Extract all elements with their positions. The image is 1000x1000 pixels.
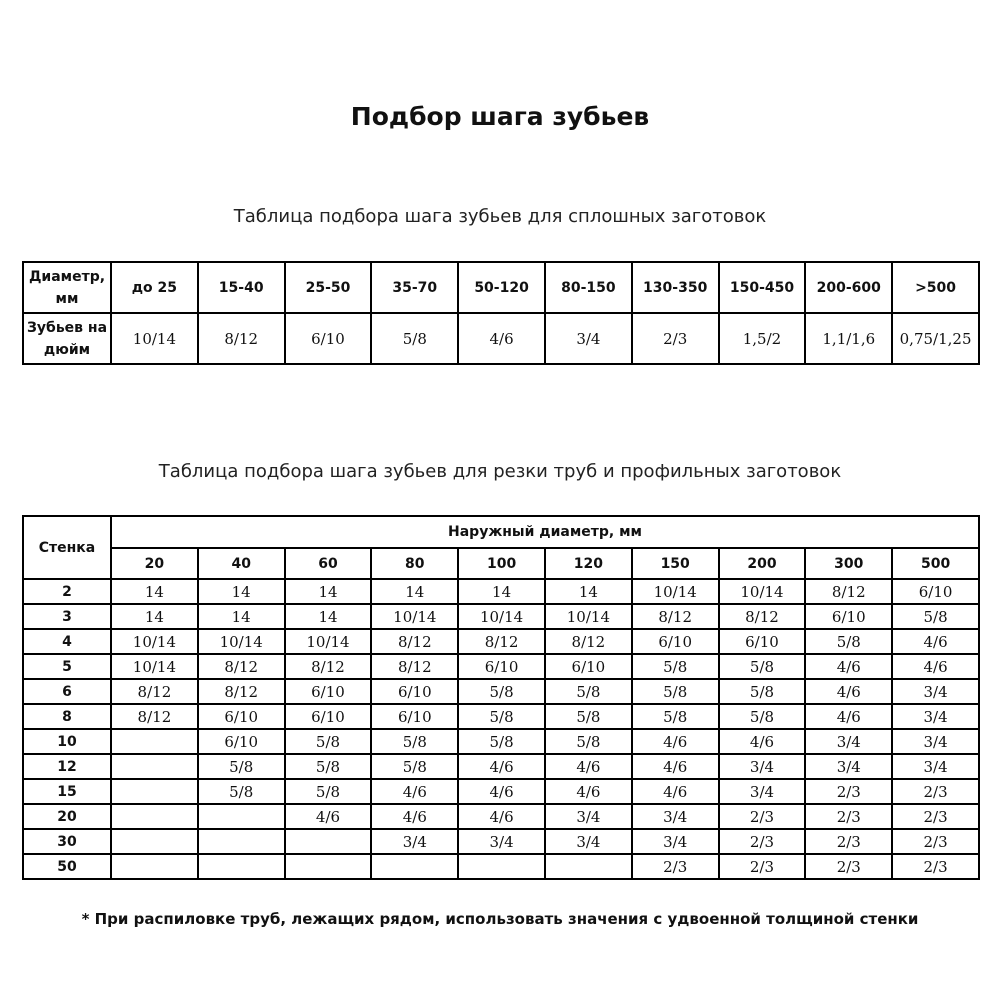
teeth-cell: 8/12	[111, 679, 198, 704]
diameter-cell: >500	[892, 262, 979, 313]
teeth-cell: 3/4	[719, 754, 806, 779]
wall-thickness-cell: 12	[23, 754, 111, 779]
teeth-cell: 6/10	[632, 629, 719, 654]
teeth-cell: 2/3	[892, 804, 979, 829]
solid-workpiece-table	[22, 261, 980, 365]
teeth-cell: 5/8	[632, 654, 719, 679]
table-row	[23, 754, 979, 779]
teeth-cell: 6/10	[371, 679, 458, 704]
teeth-cell: 10/14	[458, 604, 545, 629]
teeth-cell	[111, 779, 198, 804]
teeth-cell	[198, 854, 285, 879]
diameter-cell: 15-40	[198, 262, 285, 313]
teeth-cell: 2/3	[719, 804, 806, 829]
diameter-cell: 500	[892, 548, 979, 579]
diameter-cell: 20	[111, 548, 198, 579]
teeth-cell: 5/8	[371, 313, 458, 364]
teeth-cell: 6/10	[719, 629, 806, 654]
diameter-cell: 60	[285, 548, 372, 579]
diameter-cell: 200	[719, 548, 806, 579]
outer-diameter-header: Наружный диаметр, мм	[111, 516, 979, 548]
teeth-cell: 2/3	[805, 854, 892, 879]
teeth-cell: 1,5/2	[719, 313, 806, 364]
teeth-cell	[285, 829, 372, 854]
teeth-cell: 5/8	[892, 604, 979, 629]
wall-thickness-cell: 10	[23, 729, 111, 754]
teeth-cell: 8/12	[805, 579, 892, 604]
wall-thickness-cell: 20	[23, 804, 111, 829]
teeth-cell: 5/8	[458, 704, 545, 729]
diameter-cell: 80-150	[545, 262, 632, 313]
teeth-cell: 5/8	[545, 729, 632, 754]
teeth-cell: 5/8	[545, 704, 632, 729]
teeth-cell: 3/4	[805, 754, 892, 779]
teeth-cell: 6/10	[892, 579, 979, 604]
diameter-cell: 40	[198, 548, 285, 579]
teeth-cell: 10/14	[198, 629, 285, 654]
teeth-cell: 2/3	[719, 854, 806, 879]
footnote: * При распиловке труб, лежащих рядом, использовать значения с удвоенной толщиной стенки	[81, 910, 919, 928]
teeth-cell: 14	[198, 604, 285, 629]
teeth-cell	[371, 854, 458, 879]
teeth-cell: 5/8	[458, 729, 545, 754]
teeth-cell: 3/4	[545, 829, 632, 854]
teeth-cell	[285, 854, 372, 879]
teeth-cell: 5/8	[719, 654, 806, 679]
wall-thickness-cell: 6	[23, 679, 111, 704]
teeth-cell: 4/6	[458, 779, 545, 804]
teeth-cell: 0,75/1,25	[892, 313, 979, 364]
teeth-row-header: Зубьев на дюйм	[23, 313, 111, 364]
teeth-cell: 5/8	[371, 729, 458, 754]
table-row	[23, 729, 979, 754]
teeth-cell: 8/12	[545, 629, 632, 654]
teeth-cell: 5/8	[285, 754, 372, 779]
teeth-cell: 8/12	[198, 654, 285, 679]
teeth-cell: 8/12	[458, 629, 545, 654]
teeth-cell: 6/10	[458, 654, 545, 679]
diameter-cell: до 25	[111, 262, 198, 313]
teeth-cell: 10/14	[371, 604, 458, 629]
teeth-cell: 4/6	[632, 779, 719, 804]
teeth-cell: 14	[111, 604, 198, 629]
tube-table-caption: Таблица подбора шага зубьев для резки труб и профильных заготовок	[158, 461, 842, 482]
teeth-cell	[545, 854, 632, 879]
teeth-cell: 14	[198, 579, 285, 604]
teeth-cell: 2/3	[632, 854, 719, 879]
teeth-cell: 8/12	[111, 704, 198, 729]
tube-profile-table	[22, 515, 980, 880]
teeth-cell: 5/8	[285, 779, 372, 804]
teeth-cell: 10/14	[285, 629, 372, 654]
teeth-cell	[458, 854, 545, 879]
diameter-cell: 80	[371, 548, 458, 579]
teeth-cell: 14	[458, 579, 545, 604]
diameter-row-header: Диаметр, мм	[23, 262, 111, 313]
teeth-cell: 5/8	[632, 704, 719, 729]
diameter-cell: 100	[458, 548, 545, 579]
diameter-cell: 120	[545, 548, 632, 579]
teeth-cell: 4/6	[632, 754, 719, 779]
teeth-cell: 10/14	[111, 313, 198, 364]
teeth-cell	[111, 754, 198, 779]
teeth-cell: 4/6	[371, 804, 458, 829]
teeth-cell: 3/4	[892, 754, 979, 779]
teeth-cell: 10/14	[719, 579, 806, 604]
teeth-cell: 2/3	[805, 804, 892, 829]
teeth-cell: 5/8	[719, 679, 806, 704]
teeth-cell	[198, 829, 285, 854]
teeth-cell: 6/10	[198, 729, 285, 754]
outer-diameter-header-row	[23, 516, 979, 548]
teeth-cell: 8/12	[198, 313, 285, 364]
teeth-cell: 14	[371, 579, 458, 604]
teeth-cell: 14	[111, 579, 198, 604]
wall-thickness-cell: 50	[23, 854, 111, 879]
teeth-cell	[198, 804, 285, 829]
teeth-cell: 2/3	[805, 829, 892, 854]
teeth-cell: 6/10	[805, 604, 892, 629]
wall-thickness-cell: 30	[23, 829, 111, 854]
teeth-cell: 14	[285, 604, 372, 629]
teeth-cell: 1,1/1,6	[805, 313, 892, 364]
diameter-cell: 35-70	[371, 262, 458, 313]
teeth-cell: 3/4	[632, 829, 719, 854]
teeth-cell: 3/4	[371, 829, 458, 854]
table-row	[23, 704, 979, 729]
teeth-cell: 5/8	[719, 704, 806, 729]
teeth-cell: 5/8	[545, 679, 632, 704]
teeth-cell: 5/8	[632, 679, 719, 704]
table-row	[23, 604, 979, 629]
teeth-cell: 6/10	[371, 704, 458, 729]
table-row	[23, 854, 979, 879]
teeth-cell: 4/6	[892, 629, 979, 654]
teeth-cell: 4/6	[458, 804, 545, 829]
teeth-cell: 5/8	[285, 729, 372, 754]
table-row	[23, 829, 979, 854]
teeth-cell	[111, 854, 198, 879]
wall-thickness-cell: 3	[23, 604, 111, 629]
teeth-cell: 5/8	[371, 754, 458, 779]
diameter-row	[23, 262, 979, 313]
teeth-cell: 10/14	[545, 604, 632, 629]
teeth-cell: 4/6	[458, 313, 545, 364]
teeth-cell: 5/8	[198, 779, 285, 804]
teeth-cell: 4/6	[892, 654, 979, 679]
teeth-cell: 2/3	[719, 829, 806, 854]
teeth-cell: 8/12	[371, 629, 458, 654]
teeth-cell: 4/6	[805, 704, 892, 729]
teeth-cell	[111, 829, 198, 854]
teeth-cell: 5/8	[805, 629, 892, 654]
teeth-cell: 2/3	[805, 779, 892, 804]
teeth-cell: 4/6	[632, 729, 719, 754]
teeth-cell: 4/6	[805, 654, 892, 679]
teeth-cell: 14	[545, 579, 632, 604]
teeth-cell: 3/4	[719, 779, 806, 804]
teeth-cell: 2/3	[892, 779, 979, 804]
teeth-cell: 6/10	[285, 313, 372, 364]
teeth-cell: 6/10	[198, 704, 285, 729]
wall-thickness-cell: 15	[23, 779, 111, 804]
diameter-cell: 25-50	[285, 262, 372, 313]
wall-thickness-cell: 5	[23, 654, 111, 679]
teeth-cell: 6/10	[285, 704, 372, 729]
teeth-cell: 4/6	[545, 779, 632, 804]
teeth-cell: 3/4	[805, 729, 892, 754]
teeth-cell: 2/3	[892, 854, 979, 879]
teeth-cell: 3/4	[892, 704, 979, 729]
table-row	[23, 654, 979, 679]
wall-header: Стенка	[23, 516, 111, 579]
teeth-row	[23, 313, 979, 364]
teeth-cell: 8/12	[198, 679, 285, 704]
teeth-cell: 2/3	[632, 313, 719, 364]
teeth-cell: 4/6	[545, 754, 632, 779]
wall-thickness-cell: 8	[23, 704, 111, 729]
teeth-cell	[111, 729, 198, 754]
teeth-cell: 3/4	[632, 804, 719, 829]
teeth-cell: 10/14	[632, 579, 719, 604]
diameter-cell: 150	[632, 548, 719, 579]
diameter-cell: 130-350	[632, 262, 719, 313]
teeth-cell: 3/4	[545, 804, 632, 829]
teeth-cell: 6/10	[545, 654, 632, 679]
diameter-row	[23, 548, 979, 579]
teeth-cell: 3/4	[892, 729, 979, 754]
table-row	[23, 679, 979, 704]
teeth-cell: 3/4	[458, 829, 545, 854]
teeth-cell: 4/6	[719, 729, 806, 754]
diameter-cell: 150-450	[719, 262, 806, 313]
diameter-cell: 300	[805, 548, 892, 579]
teeth-cell: 6/10	[285, 679, 372, 704]
diameter-cell: 50-120	[458, 262, 545, 313]
table-row	[23, 629, 979, 654]
wall-thickness-cell: 2	[23, 579, 111, 604]
table-row	[23, 804, 979, 829]
table-row	[23, 579, 979, 604]
teeth-cell: 3/4	[892, 679, 979, 704]
teeth-cell: 4/6	[285, 804, 372, 829]
teeth-cell: 5/8	[198, 754, 285, 779]
teeth-cell: 5/8	[458, 679, 545, 704]
page-title: Подбор шага зубьев	[350, 102, 650, 131]
diameter-cell: 200-600	[805, 262, 892, 313]
teeth-cell: 4/6	[805, 679, 892, 704]
teeth-cell: 10/14	[111, 654, 198, 679]
teeth-cell: 2/3	[892, 829, 979, 854]
wall-thickness-cell: 4	[23, 629, 111, 654]
teeth-cell: 8/12	[285, 654, 372, 679]
teeth-cell	[111, 804, 198, 829]
teeth-cell: 4/6	[371, 779, 458, 804]
solid-table-caption: Таблица подбора шага зубьев для сплошных заготовок	[233, 206, 767, 227]
teeth-cell: 3/4	[545, 313, 632, 364]
teeth-cell: 8/12	[719, 604, 806, 629]
teeth-cell: 10/14	[111, 629, 198, 654]
teeth-cell: 4/6	[458, 754, 545, 779]
teeth-cell: 14	[285, 579, 372, 604]
teeth-cell: 8/12	[632, 604, 719, 629]
table-row	[23, 779, 979, 804]
teeth-cell: 8/12	[371, 654, 458, 679]
